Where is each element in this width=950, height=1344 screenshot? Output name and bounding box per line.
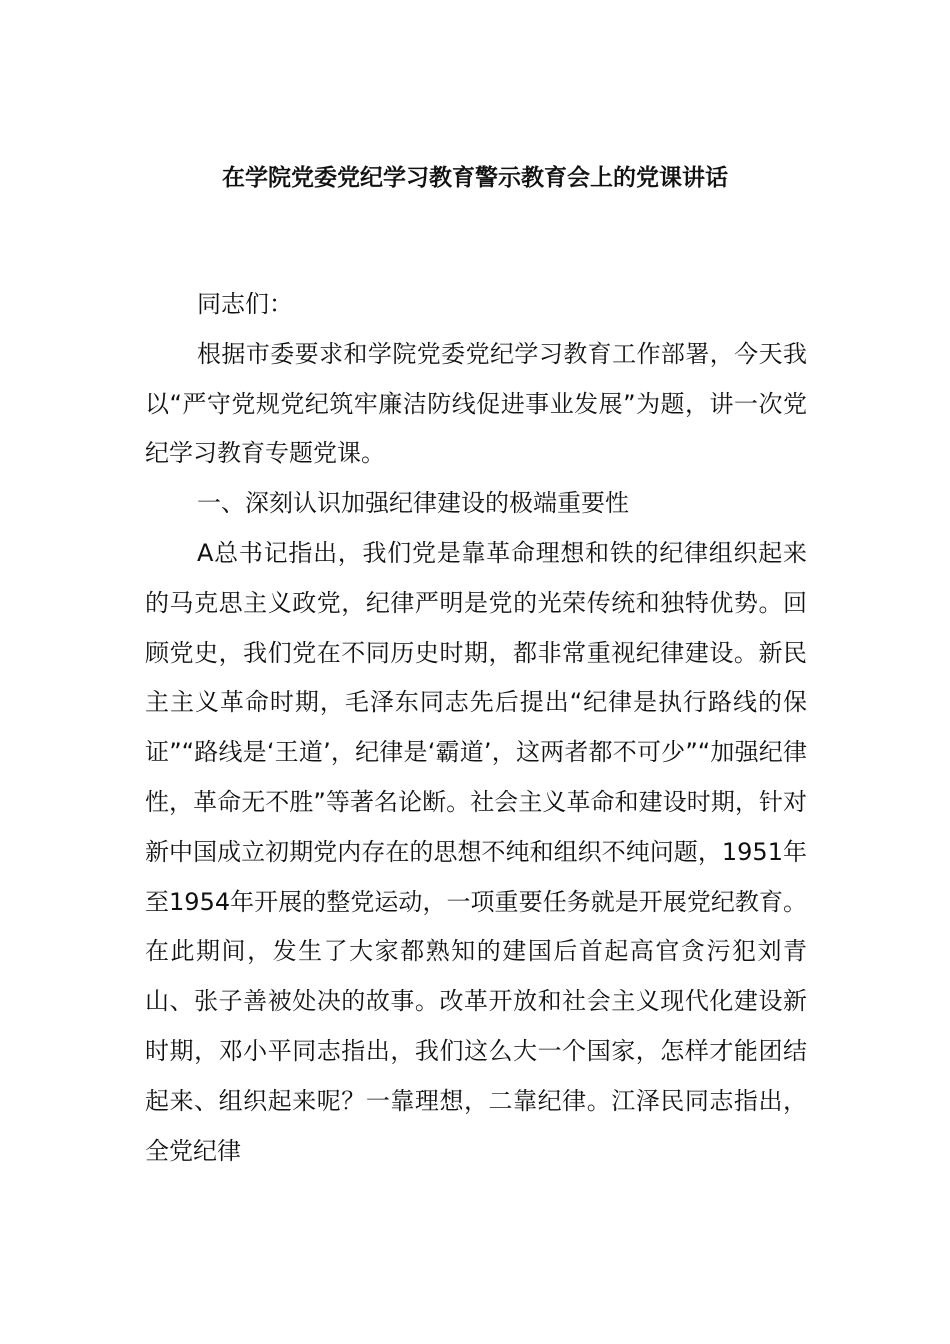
document-body bbox=[145, 280, 807, 1176]
paragraph-body: A总书记指出，我们党是靠革命理想和铁的纪律组织起来的马克思主义政党，纪律严明是党的光荣传统和独特优势。回顾党史，我们党在不同历史时期，都非常重视纪律建设。新民主主义革命时期，毛泽东同志先后提出“纪律是执行路线的保证”“路线是‘王道’，纪律是‘霸道’，这两者都不可少”“加强纪律性，革命无不胜”等著名论断。社会主义革命和建设时期，针对新中国成立初期党内存在的思想不纯和组织不纯问题，1951年至1954年开展的整党运动，一项重要任务就是开展党纪教育。在此期间，发生了大家都熟知的建国后首起高官贪污犯刘青山、张子善被处决的故事。改革开放和社会主义现代化建设新时期，邓小平同志指出，我们这么大一个国家，怎样才能团结起来、组织起来呢？一靠理想，二靠纪律。江泽民同志指出，全党纪律 bbox=[145, 538, 807, 1165]
section-heading: 一、深刻认识加强纪律建设的极端重要性 bbox=[197, 489, 629, 518]
paragraph-intro: 根据市委要求和学院党委党纪学习教育工作部署，今天我以“严守党规党纪筑牢廉洁防线促进事业发展”为题，讲一次党纪学习教育专题党课。 bbox=[145, 339, 807, 468]
document-title: 在学院党委党纪学习教育警示教育会上的党课讲话 bbox=[222, 165, 728, 191]
salutation: 同志们： bbox=[197, 290, 293, 318]
